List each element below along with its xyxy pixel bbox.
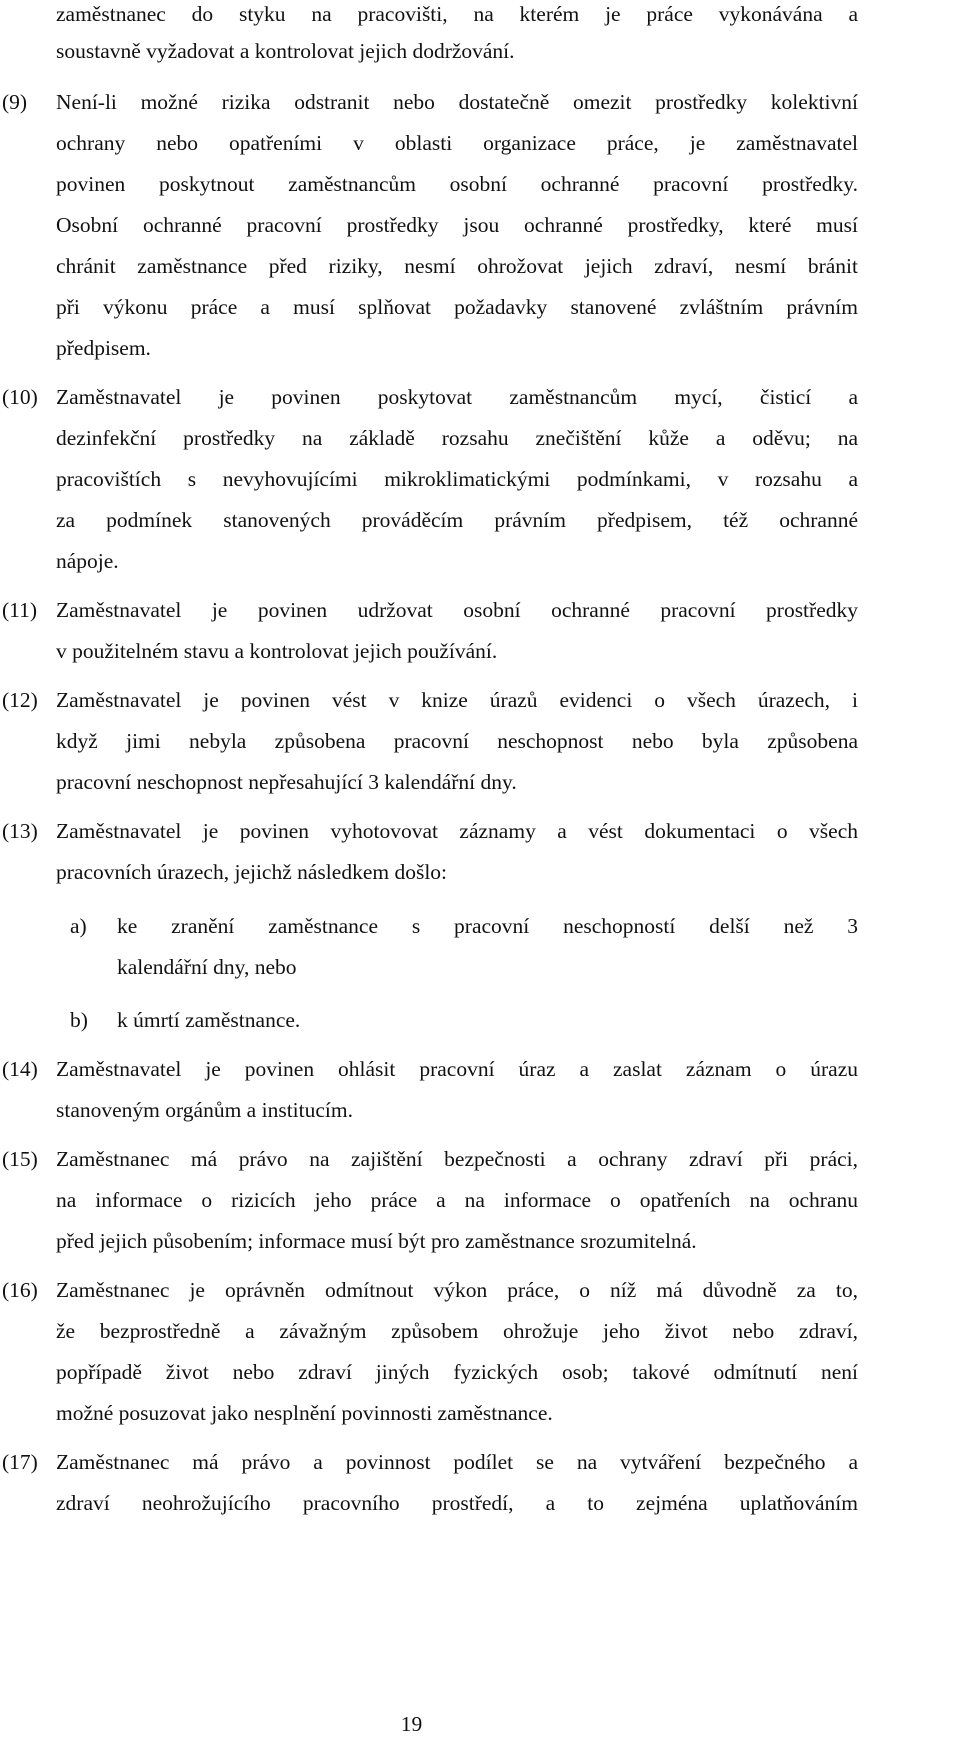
paragraph-text-line: chránit zaměstnance před riziky, nesmí ohrožovat jejich zdraví, nesmí bránit [56, 254, 858, 278]
paragraph-text-line: zaměstnanec do styku na pracovišti, na kterém je práce vykonávána a [56, 2, 858, 26]
paragraph-text-line: možné posuzovat jako nesplnění povinnosti zaměstnance. [56, 1401, 553, 1425]
paragraph-text-line: pracovních úrazech, jejichž následkem došlo: [56, 860, 448, 884]
paragraph-text-line: za podmínek stanovených prováděcím právním předpisem, též ochranné [56, 508, 858, 532]
paragraph-text-line: při výkonu práce a musí splňovat požadavky stanovené zvláštním právním [56, 295, 858, 319]
paragraph-text-line: Není-li možné rizika odstranit nebo dostatečně omezit prostředky kolektivní [56, 90, 858, 114]
list-item-marker: b) [70, 1008, 88, 1032]
paragraph-text-line: popřípadě život nebo zdraví jiných fyzických osob; takové odmítnutí není [56, 1360, 858, 1384]
page-number: 19 [400, 1712, 423, 1736]
paragraph-text-line: stanoveným orgánům a institucím. [56, 1098, 353, 1122]
paragraph-text-line: Zaměstnavatel je povinen poskytovat zaměstnancům mycí, čisticí a [56, 385, 858, 409]
paragraph-text-line: Zaměstnanec má právo na zajištění bezpečnosti a ochrany zdraví při práci, [56, 1147, 858, 1171]
list-item-text-line: k úmrtí zaměstnance. [117, 1008, 301, 1032]
paragraph-text-line: soustavně vyžadovat a kontrolovat jejich dodržování. [56, 39, 515, 63]
paragraph-number: (17) [2, 1450, 38, 1474]
paragraph-text-line: zdraví neohrožujícího pracovního prostředí, a to zejména uplatňováním [56, 1491, 858, 1515]
paragraph-text-line: Osobní ochranné pracovní prostředky jsou ochranné prostředky, které musí [56, 213, 858, 237]
paragraph-number: (10) [2, 385, 38, 409]
paragraph-text-line: pracovištích s nevyhovujícími mikroklimatickými podmínkami, v rozsahu a [56, 467, 858, 491]
paragraph-number: (13) [2, 819, 38, 843]
paragraph-text-line: Zaměstnanec je oprávněn odmítnout výkon práce, o níž má důvodně za to, [56, 1278, 858, 1302]
paragraph-text-line: že bezprostředně a závažným způsobem ohrožuje jeho život nebo zdraví, [56, 1319, 858, 1343]
paragraph-text-line: když jimi nebyla způsobena pracovní neschopnost nebo byla způsobena [56, 729, 858, 753]
paragraph-text-line: ochrany nebo opatřeními v oblasti organizace práce, je zaměstnavatel [56, 131, 858, 155]
paragraph-text-line: povinen poskytnout zaměstnancům osobní ochranné pracovní prostředky. [56, 172, 858, 196]
paragraph-number: (15) [2, 1147, 38, 1171]
list-item-marker: a) [70, 914, 87, 938]
paragraph-number: (9) [2, 90, 28, 114]
paragraph-text-line: Zaměstnanec má právo a povinnost podílet se na vytváření bezpečného a [56, 1450, 858, 1474]
paragraph-text-line: dezinfekční prostředky na základě rozsahu znečištění kůže a oděvu; na [56, 426, 858, 450]
paragraph-text-line: Zaměstnavatel je povinen vést v knize úrazů evidenci o všech úrazech, i [56, 688, 858, 712]
list-item-text-line: kalendářní dny, nebo [117, 955, 297, 979]
paragraph-text-line: Zaměstnavatel je povinen vyhotovovat záznamy a vést dokumentaci o všech [56, 819, 858, 843]
paragraph-number: (14) [2, 1057, 38, 1081]
paragraph-text-line: předpisem. [56, 336, 151, 360]
paragraph-text-line: na informace o rizicích jeho práce a na informace o opatřeních na ochranu [56, 1188, 858, 1212]
paragraph-number: (12) [2, 688, 38, 712]
paragraph-number: (11) [2, 598, 38, 622]
paragraph-text-line: v použitelném stavu a kontrolovat jejich používání. [56, 639, 498, 663]
paragraph-text-line: Zaměstnavatel je povinen udržovat osobní ochranné pracovní prostředky [56, 598, 858, 622]
paragraph-text-line: pracovní neschopnost nepřesahující 3 kalendářní dny. [56, 770, 517, 794]
paragraph-text-line: nápoje. [56, 549, 119, 573]
paragraph-number: (16) [2, 1278, 38, 1302]
paragraph-text-line: před jejich působením; informace musí být pro zaměstnance srozumitelná. [56, 1229, 697, 1253]
list-item-text-line: ke zranění zaměstnance s pracovní neschopností delší než 3 [117, 914, 858, 938]
paragraph-text-line: Zaměstnavatel je povinen ohlásit pracovní úraz a zaslat záznam o úrazu [56, 1057, 858, 1081]
